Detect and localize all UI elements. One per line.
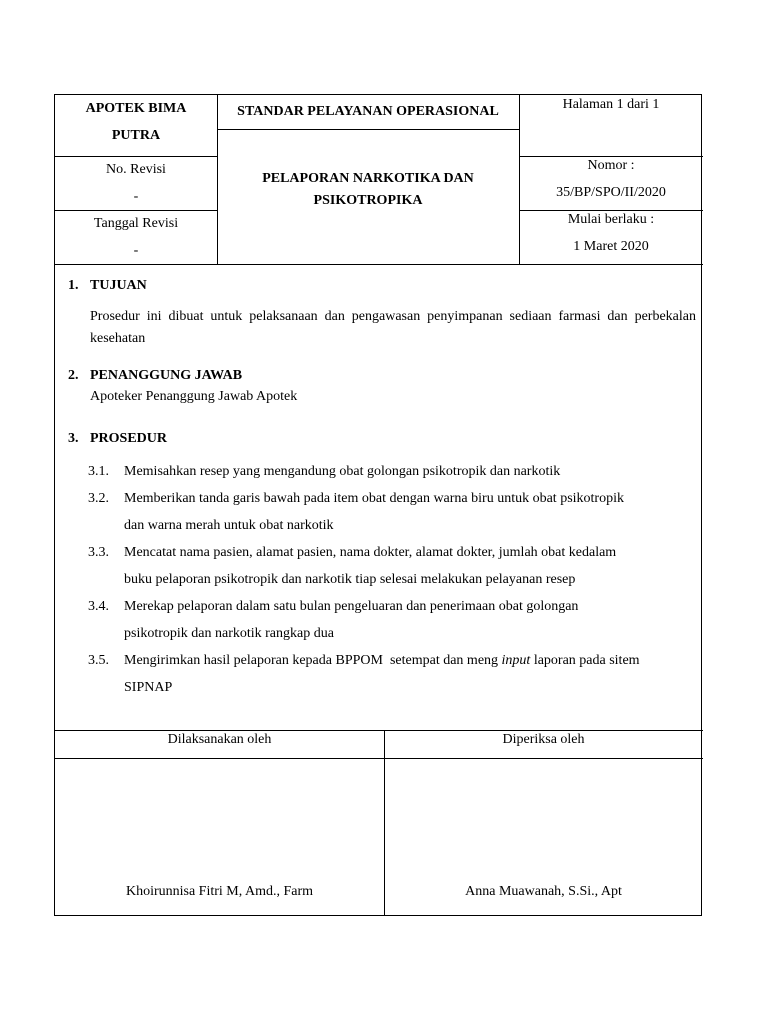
revision-date-label: Tanggal Revisi	[93, 216, 179, 231]
section-number: 2.	[68, 368, 79, 383]
section-heading	[68, 429, 696, 449]
step-text-line1: Mencatat nama pasien, alamat pasien, nama dokter, alamat dokter, jumlah obat kedalam	[124, 545, 617, 560]
step-number: 3.5.	[88, 653, 109, 668]
step-text-line1	[124, 647, 696, 674]
sop-document	[54, 94, 702, 916]
page-info: Halaman 1 dari 1	[562, 97, 660, 112]
section-title: TUJUAN	[90, 278, 147, 293]
document-title-line2: PSIKOTROPIKA	[313, 193, 423, 208]
revision-number-cell	[55, 156, 217, 210]
document-number-label: Nomor :	[587, 158, 635, 173]
document-title	[217, 168, 519, 212]
checked-by-label: Diperiksa oleh	[502, 732, 585, 747]
step-text-line2: dan warna merah untuk obat narkotik	[124, 518, 334, 533]
effective-date-value: 1 Maret 2020	[573, 239, 649, 254]
section-penanggung-jawab-text: Apoteker Penanggung Jawab Apotek	[90, 389, 298, 404]
step-text-part-a: Mengirimkan hasil pelaporan kepada BPPOM setempat dan meng	[124, 653, 502, 668]
section-heading	[68, 366, 696, 386]
effective-date-label: Mulai berlaku :	[567, 212, 655, 227]
header-bottom-border	[55, 264, 703, 265]
procedure-step	[88, 458, 696, 485]
step-text-line1: Memberikan tanda garis bawah pada item obat dengan warna biru untuk obat psikotropik	[124, 491, 624, 506]
procedure-step	[88, 593, 696, 647]
effective-date-cell	[519, 206, 703, 260]
executed-by-label: Dilaksanakan oleh	[167, 732, 272, 747]
document-type: STANDAR PELAYANAN OPERASIONAL	[237, 104, 499, 119]
section-title: PROSEDUR	[90, 431, 168, 446]
revision-number-value: -	[133, 189, 139, 204]
document-number-value: 35/BP/SPO/II/2020	[556, 185, 666, 200]
step-number: 3.1.	[88, 464, 109, 479]
revision-date-cell	[55, 210, 217, 264]
header-divider-3	[217, 129, 519, 130]
document-title-line1: PELAPORAN NARKOTIKA DAN	[262, 171, 474, 186]
step-text-line1: Merekap pelaporan dalam satu bulan pengeluaran dan penerimaan obat golongan	[124, 599, 579, 614]
company-name-line1: APOTEK BIMA	[85, 101, 187, 116]
step-number: 3.4.	[88, 599, 109, 614]
document-number-cell	[519, 152, 703, 206]
step-text-line2: buku pelaporan psikotropik dan narkotik tiap selesai melakukan pelayanan resep	[124, 572, 576, 587]
step-text-line2: SIPNAP	[124, 680, 173, 695]
section-penanggung-jawab	[68, 366, 696, 386]
section-heading	[68, 276, 696, 296]
section-tujuan-text: Prosedur ini dibuat untuk pelaksanaan dan pengawasan penyimpanan sediaan farmasi dan perbekalan kesehatan	[90, 309, 696, 346]
company-name	[55, 95, 217, 156]
procedure-step	[88, 485, 696, 539]
procedure-step	[88, 539, 696, 593]
step-text-italic: input	[501, 653, 531, 668]
step-text-part-b: laporan pada sitem	[530, 653, 640, 668]
revision-date-value: -	[133, 243, 139, 258]
section-tujuan	[68, 276, 696, 296]
section-number: 3.	[68, 431, 79, 446]
step-text-line1: Memisahkan resep yang mengandung obat golongan psikotropik dan narkotik	[124, 464, 561, 479]
section-title: PENANGGUNG JAWAB	[90, 368, 243, 383]
signature-header-divider	[55, 758, 703, 759]
checked-by-name: Anna Muawanah, S.Si., Apt	[465, 884, 622, 899]
step-number: 3.3.	[88, 545, 109, 560]
step-number: 3.2.	[88, 491, 109, 506]
procedure-step	[88, 647, 696, 701]
executed-by-name: Khoirunnisa Fitri M, Amd., Farm	[125, 884, 314, 899]
revision-number-label: No. Revisi	[106, 162, 166, 177]
step-text-line2: psikotropik dan narkotik rangkap dua	[124, 626, 334, 641]
section-prosedur	[68, 429, 696, 449]
section-number: 1.	[68, 278, 79, 293]
company-name-line2: PUTRA	[111, 128, 161, 143]
